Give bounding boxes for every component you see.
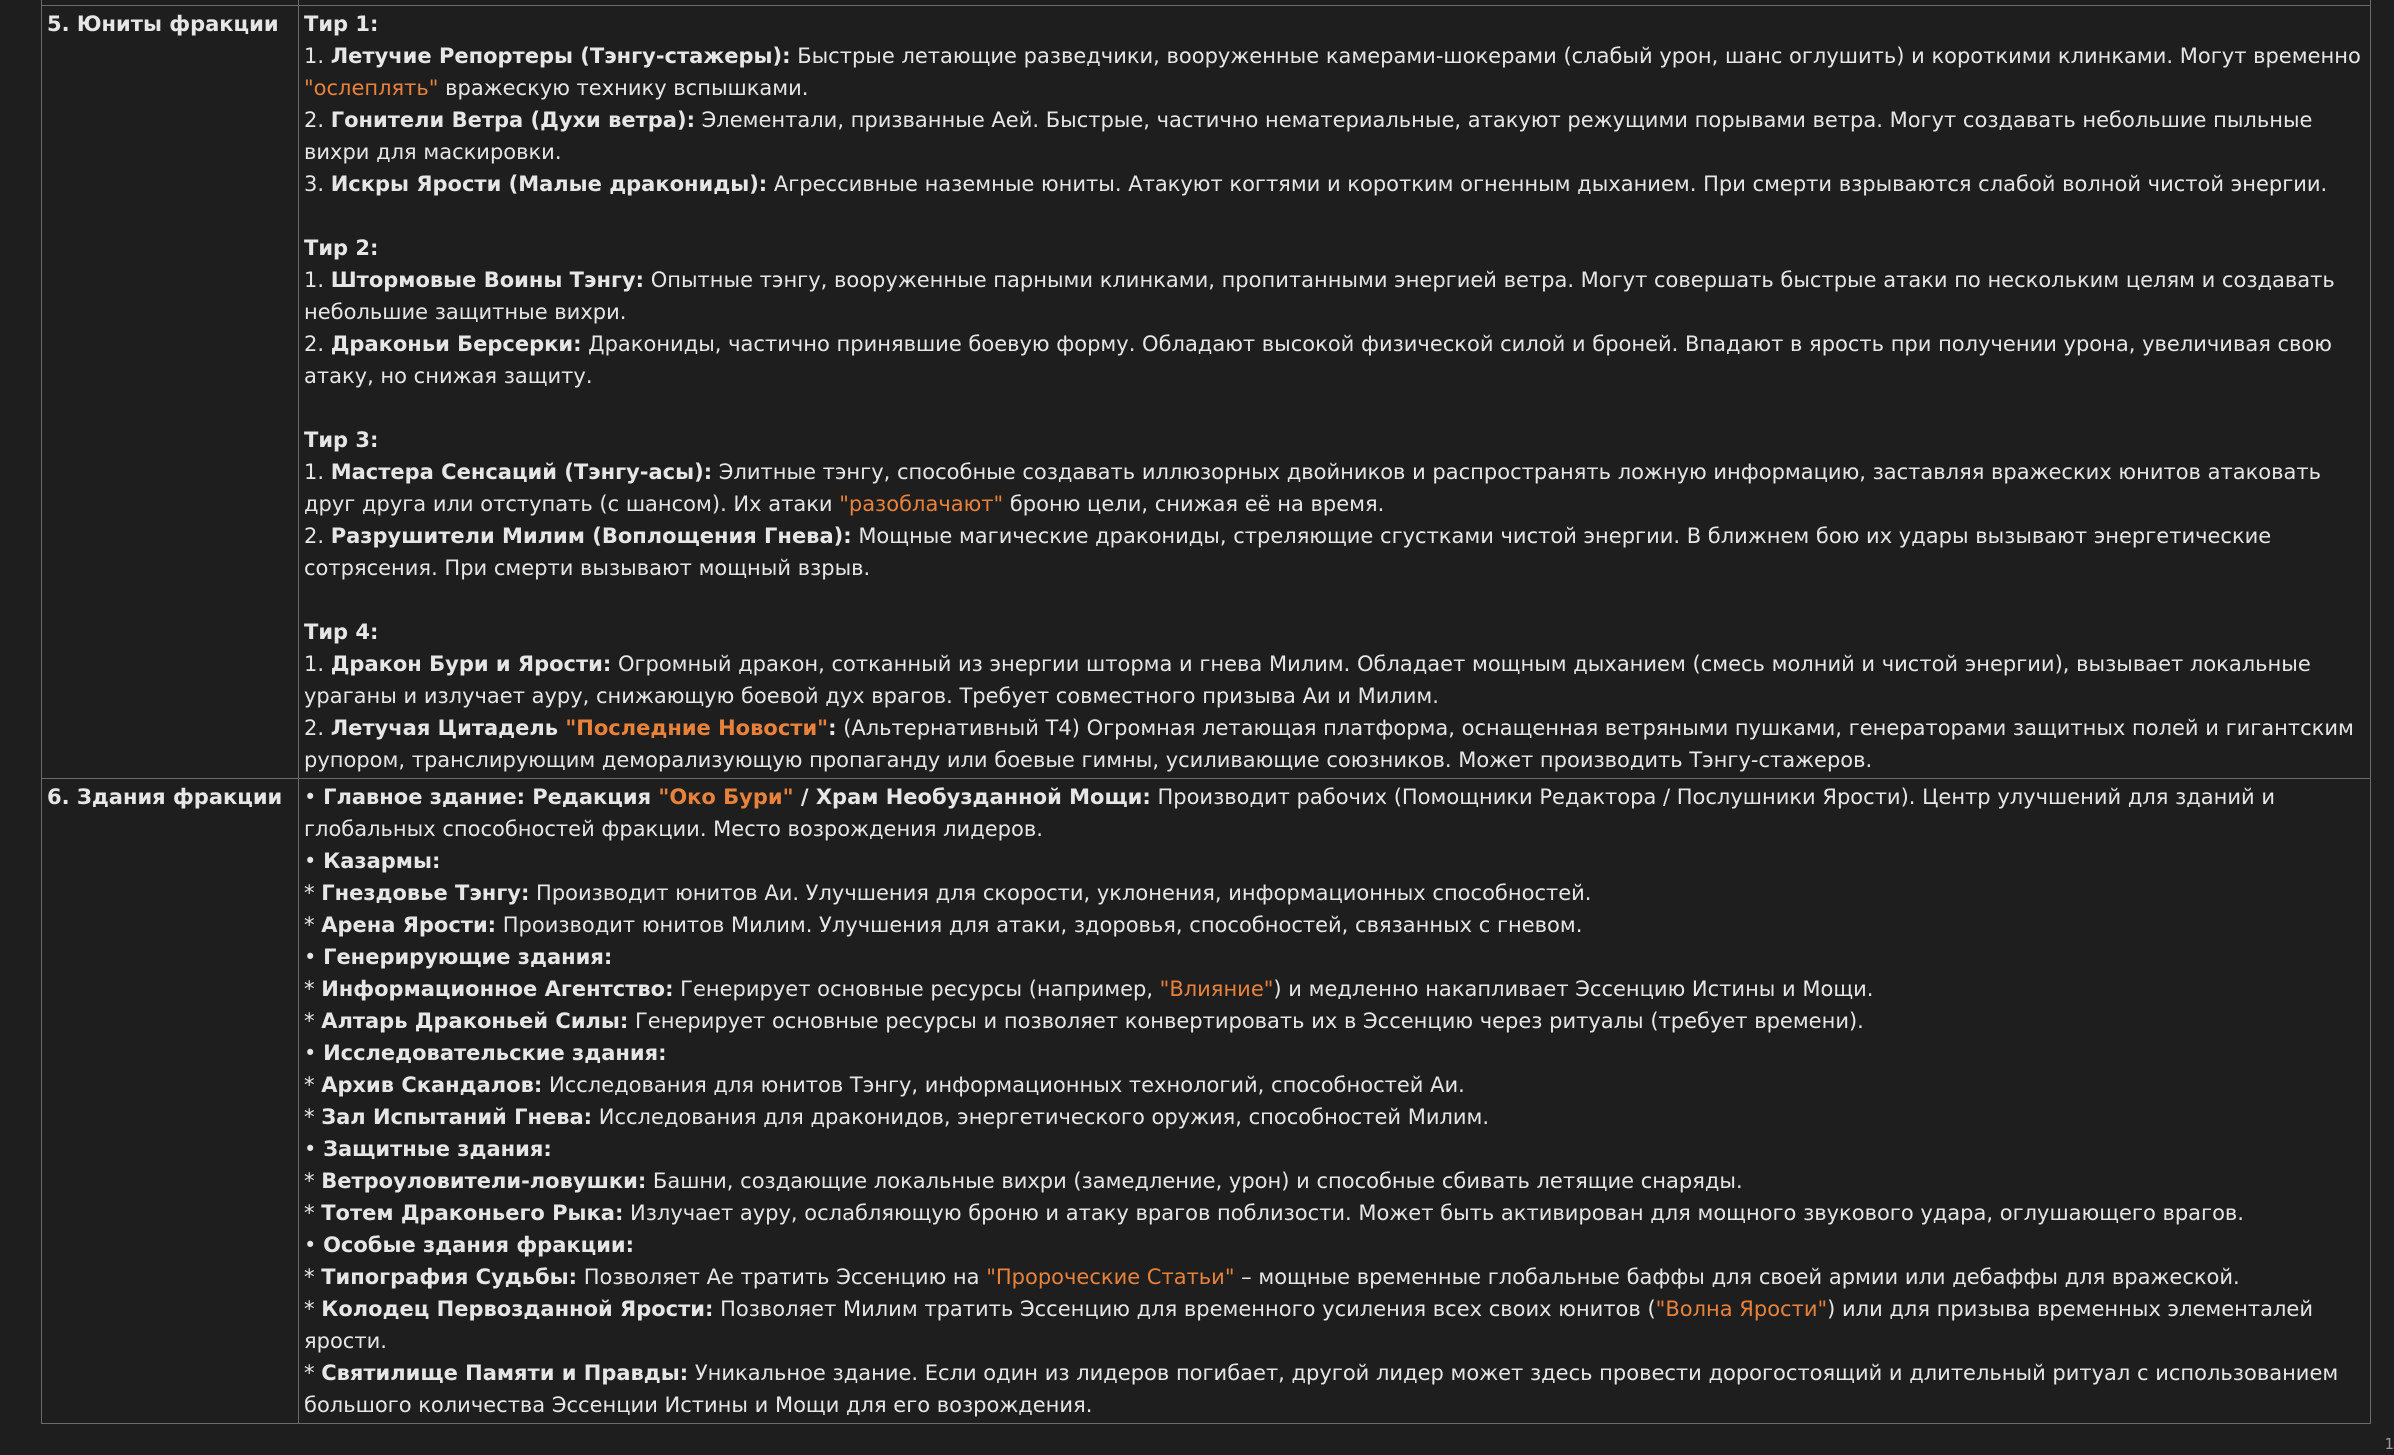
- text-segment: 2.: [304, 332, 331, 356]
- text-line: [304, 845, 2364, 877]
- bold-text: :: [828, 716, 837, 740]
- text-segment: Позволяет Ае тратить Эссенцию на: [577, 1265, 987, 1289]
- bold-text: Алтарь Драконьей Силы:: [321, 1009, 629, 1033]
- bold-text: Тир 4:: [304, 620, 379, 644]
- text-segment: *: [304, 1361, 322, 1385]
- highlight-text: "Пророческие Статьи": [986, 1265, 1235, 1289]
- text-segment: *: [304, 1201, 322, 1225]
- text-segment: Производит рабочих (Помощники Редактора / Послушники Ярости). Центр улучшений для зданий и глобальных способностей фракции. Место возрождения лидеров.: [304, 785, 2275, 841]
- highlight-text: "ослеплять": [304, 76, 439, 100]
- text-line: [304, 40, 2364, 104]
- bold-text: Генерирующие здания:: [323, 945, 613, 969]
- text-segment: •: [304, 1233, 324, 1257]
- text-segment: 1.: [304, 44, 331, 68]
- blank-line: [304, 392, 2364, 424]
- bold-text: Тир 2:: [304, 236, 379, 260]
- text-segment: *: [304, 1009, 322, 1033]
- text-line: [304, 648, 2364, 712]
- highlight-text: "разоблачают": [839, 492, 1004, 516]
- text-segment: *: [304, 1265, 322, 1289]
- text-segment: Производит юнитов Аи. Улучшения для скорости, уклонения, информационных способностей.: [529, 881, 1592, 905]
- text-line: [304, 8, 2364, 40]
- text-segment: Мощные магические дракониды, стреляющие сгустками чистой энергии. В ближнем бою их удары вызывают энергетические сотрясения. При смерти вызывают мощный взрыв.: [304, 524, 2272, 580]
- text-segment: Элитные тэнгу, способные создавать иллюзорных двойников и распространять ложную информацию, заставляя вражеских юнитов атаковать друг друга или отступать (с шансом). Их атаки: [304, 460, 2321, 516]
- bold-text: Тотем Драконьего Рыка:: [321, 1201, 624, 1225]
- text-segment: Генерирует основные ресурсы (например,: [673, 977, 1160, 1001]
- text-line: [304, 1165, 2364, 1197]
- text-line: [304, 1101, 2364, 1133]
- text-segment: •: [304, 849, 324, 873]
- blank-line: [304, 200, 2364, 232]
- text-line: [304, 456, 2364, 520]
- text-segment: Исследования для юнитов Тэнгу, информационных технологий, способностей Аи.: [542, 1073, 1465, 1097]
- text-line: [304, 973, 2364, 1005]
- bold-text: Летучие Репортеры (Тэнгу-стажеры):: [330, 44, 791, 68]
- text-line: [304, 168, 2364, 200]
- text-segment: 2.: [304, 716, 331, 740]
- text-segment: Производит юнитов Милим. Улучшения для атаки, здоровья, способностей, связанных с гневом.: [496, 913, 1583, 937]
- bold-text: Гнездовье Тэнгу:: [321, 881, 530, 905]
- text-segment: •: [304, 945, 324, 969]
- text-segment: Генерирует основные ресурсы и позволяет конвертировать их в Эссенцию через ритуалы (требует времени).: [628, 1009, 1864, 1033]
- bold-text: Святилище Памяти и Правды:: [321, 1361, 689, 1385]
- bold-text: Исследовательские здания:: [323, 1041, 667, 1065]
- text-line: [304, 781, 2364, 845]
- bold-text: Типография Судьбы:: [321, 1265, 578, 1289]
- text-segment: •: [304, 785, 324, 809]
- text-segment: Исследования для драконидов, энергетического оружия, способностей Милим.: [592, 1105, 1490, 1129]
- text-segment: *: [304, 881, 322, 905]
- table-row-buildings: [42, 779, 2371, 1424]
- text-line: [304, 1229, 2364, 1261]
- bold-text: Зал Испытаний Гнева:: [321, 1105, 593, 1129]
- text-segment: *: [304, 1297, 322, 1321]
- text-segment: Элементали, призванные Аей. Быстрые, частично нематериальные, атакуют режущими порывами ветра. Могут создавать небольшие пыльные вихри для маскировки.: [304, 108, 2313, 164]
- highlight-text: "Последние Новости": [565, 716, 829, 740]
- bold-text: Разрушители Милим (Воплощения Гнева):: [330, 524, 852, 548]
- bold-text: Защитные здания:: [323, 1137, 552, 1161]
- text-line: [304, 616, 2364, 648]
- text-line: [304, 424, 2364, 456]
- text-segment: Быстрые летающие разведчики, вооруженные камерами-шокерами (слабый урон, шанс оглушить) и короткими клинками. Могут временно: [790, 44, 2361, 68]
- text-line: [304, 1197, 2364, 1229]
- bold-text: Информационное Агентство:: [321, 977, 674, 1001]
- text-segment: ) или для призыва временных элементалей ярости.: [304, 1297, 2313, 1353]
- text-line: [304, 712, 2364, 776]
- bold-text: Мастера Сенсаций (Тэнгу-асы):: [330, 460, 713, 484]
- text-line: [304, 1037, 2364, 1069]
- text-segment: Башни, создающие локальные вихри (замедление, урон) и способные сбивать летящие снаряды.: [646, 1169, 1743, 1193]
- bold-text: Особые здания фракции:: [323, 1233, 635, 1257]
- bold-text: Гонители Ветра (Духи ветра):: [330, 108, 695, 132]
- text-segment: броню цели, снижая её на время.: [1003, 492, 1385, 516]
- bold-text: Искры Ярости (Малые дракониды):: [330, 172, 768, 196]
- table-row-units: [42, 6, 2371, 779]
- bold-text: Штормовые Воины Тэнгу:: [330, 268, 645, 292]
- text-segment: (Альтернативный Т4) Огромная летающая платформа, оснащенная ветряными пушками, генераторами защитных полей и гигантским рупором, транслирующим деморализующую пропаганду или боевые гимны, усиливающие союзников. Может производить Тэнгу-стажеров.: [304, 716, 2354, 772]
- text-line: [304, 1293, 2364, 1357]
- text-segment: Уникальное здание. Если один из лидеров погибает, другой лидер может здесь провести дорогостоящий и длительный ритуал с использованием большого количества Эссенции Истины и Мощи для его возрождения.: [304, 1361, 2339, 1417]
- bold-text: Главное здание: Редакция: [323, 785, 659, 809]
- text-segment: вражескую технику вспышками.: [438, 76, 809, 100]
- text-segment: •: [304, 1137, 324, 1161]
- bold-text: Драконьи Берсерки:: [330, 332, 582, 356]
- units-content: [299, 6, 2371, 779]
- text-segment: – мощные временные глобальные баффы для своей армии или дебаффы для вражеской.: [1234, 1265, 2240, 1289]
- text-segment: 1.: [304, 460, 331, 484]
- text-line: [304, 104, 2364, 168]
- text-segment: 1.: [304, 268, 331, 292]
- highlight-text: "Влияние": [1159, 977, 1274, 1001]
- text-line: [304, 232, 2364, 264]
- bold-text: Ветроуловители-ловушки:: [321, 1169, 647, 1193]
- blank-line: [304, 584, 2364, 616]
- text-segment: *: [304, 913, 322, 937]
- text-line: [304, 1005, 2364, 1037]
- highlight-text: "Око Бури": [658, 785, 794, 809]
- text-segment: ) и медленно накапливает Эссенцию Истины и Мощи.: [1273, 977, 1874, 1001]
- text-line: [304, 520, 2364, 584]
- text-line: [304, 1133, 2364, 1165]
- text-segment: Излучает ауру, ослабляющую броню и атаку врагов поблизости. Может быть активирован для мощного звукового удара, оглушающего врагов.: [623, 1201, 2244, 1225]
- text-segment: Опытные тэнгу, вооруженные парными клинками, пропитанными энергией ветра. Могут совершать быстрые атаки по нескольким целям и создавать небольшие защитные вихри.: [304, 268, 2335, 324]
- text-segment: *: [304, 1073, 322, 1097]
- text-segment: 2.: [304, 524, 331, 548]
- text-line: [304, 1261, 2364, 1293]
- faction-table: [41, 0, 2371, 1424]
- text-line: [304, 328, 2364, 392]
- row-label-units: 5. Юниты фракции: [42, 6, 299, 779]
- text-segment: *: [304, 1105, 322, 1129]
- bold-text: Тир 1:: [304, 12, 379, 36]
- text-line: [304, 877, 2364, 909]
- bold-text: Тир 3:: [304, 428, 379, 452]
- text-segment: Агрессивные наземные юниты. Атакуют когтями и коротким огненным дыханием. При смерти взрываются слабой волной чистой энергии.: [767, 172, 2328, 196]
- text-line: [304, 1069, 2364, 1101]
- bold-text: Летучая Цитадель: [330, 716, 566, 740]
- text-segment: Огромный дракон, сотканный из энергии шторма и гнева Милим. Обладает мощным дыханием (смесь молний и чистой энергии), вызывает локальные ураганы и излучает ауру, снижающую боевой дух врагов. Требует совместного призыва Аи и Милим.: [304, 652, 2311, 708]
- text-segment: •: [304, 1041, 324, 1065]
- text-segment: 3.: [304, 172, 331, 196]
- text-line: [304, 1357, 2364, 1421]
- bold-text: Дракон Бури и Ярости:: [330, 652, 612, 676]
- text-segment: *: [304, 1169, 322, 1193]
- text-segment: Дракониды, частично принявшие боевую форму. Обладают высокой физической силой и броней. Впадают в ярость при получении урона, увеличивая свою атаку, но снижая защиту.: [304, 332, 2332, 388]
- bold-text: Колодец Первозданной Ярости:: [321, 1297, 714, 1321]
- text-line: [304, 941, 2364, 973]
- text-line: [304, 264, 2364, 328]
- text-segment: 1.: [304, 652, 331, 676]
- text-segment: *: [304, 977, 322, 1001]
- buildings-content: [299, 779, 2371, 1424]
- page-number: 1: [2384, 1435, 2394, 1453]
- highlight-text: "Волна Ярости": [1655, 1297, 1828, 1321]
- bold-text: / Храм Необузданной Мощи:: [793, 785, 1151, 809]
- bold-text: Архив Скандалов:: [321, 1073, 543, 1097]
- text-line: [304, 909, 2364, 941]
- row-label-buildings: 6. Здания фракции: [42, 779, 299, 1424]
- text-segment: Позволяет Милим тратить Эссенцию для временного усиления всех своих юнитов (: [713, 1297, 1656, 1321]
- bold-text: Арена Ярости:: [321, 913, 497, 937]
- text-segment: 2.: [304, 108, 331, 132]
- bold-text: Казармы:: [323, 849, 441, 873]
